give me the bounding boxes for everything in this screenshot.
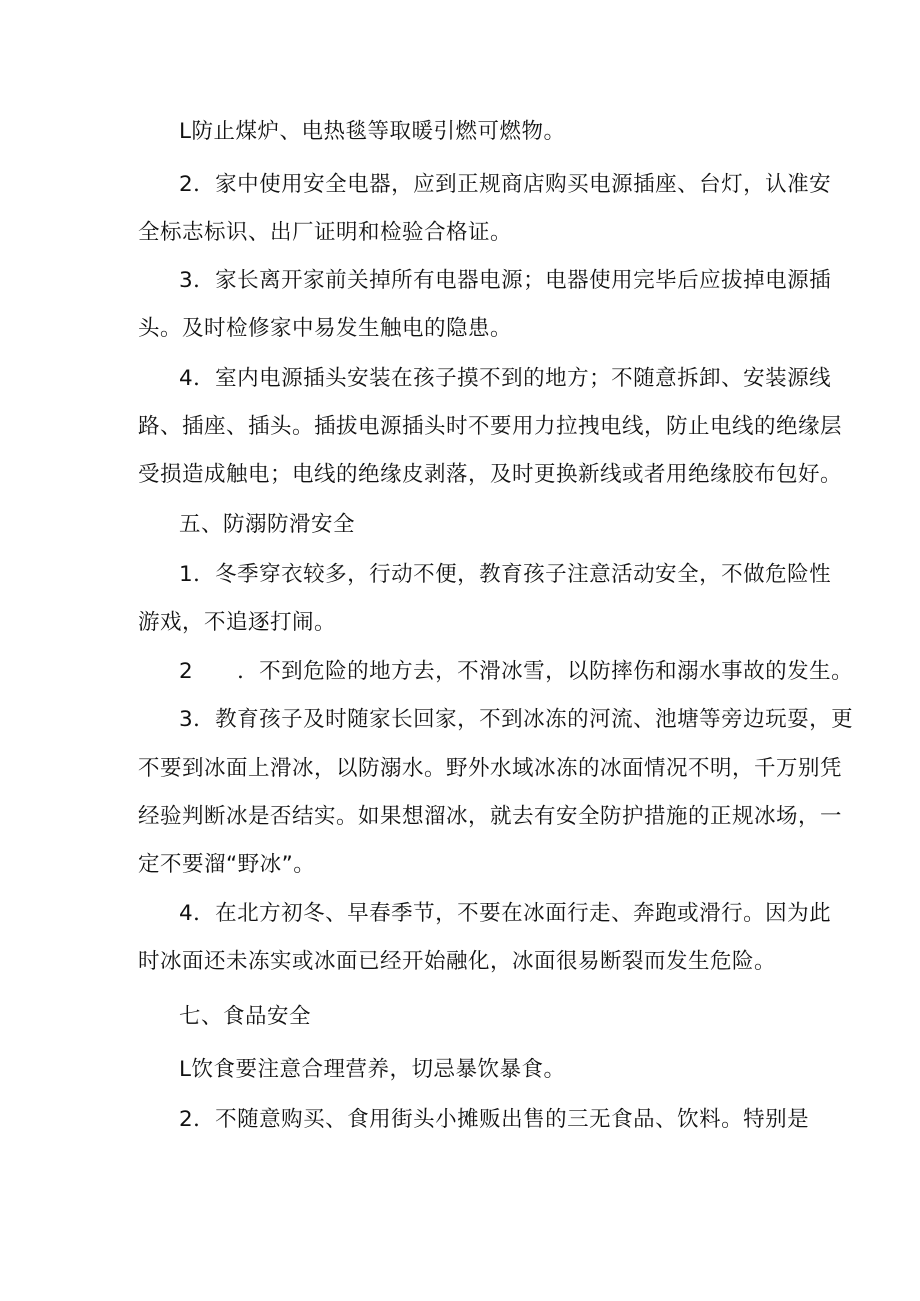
section-heading: 五、防溺防滑安全 (179, 512, 356, 537)
paragraph-line: L饮食要注意合理营养，切忌暴饮暴食。 (179, 1057, 566, 1082)
section-heading: 七、食品安全 (179, 1004, 312, 1029)
paragraph-line: 4．在北方初冬、早春季节，不要在冰面行走、奔跑或滑行。因为此 (179, 901, 832, 926)
paragraph-line: 不要到冰面上滑冰，以防溺水。野外水域冰冻的冰面情况不明，千万别凭 (138, 756, 843, 781)
paragraph-line: 2 ．不到危险的地方去，不滑冰雪，以防摔伤和溺水事故的发生。 (179, 659, 854, 684)
paragraph-line: 定不要溜“野冰”。 (138, 852, 316, 877)
paragraph-line: 3．家长离开家前关掉所有电器电源；电器使用完毕后应拔掉电源插 (179, 268, 832, 293)
paragraph-line: L防止煤炉、电热毯等取暖引燃可燃物。 (179, 119, 566, 144)
paragraph-line: 4．室内电源插头安装在孩子摸不到的地方；不随意拆卸、安装源线 (179, 366, 832, 391)
paragraph-line: 头。及时检修家中易发生触电的隐患。 (138, 316, 513, 341)
paragraph-line: 受损造成触电；电线的绝缘皮剥落，及时更换新线或者用绝缘胶布包好。 (138, 462, 843, 487)
paragraph-line: 1．冬季穿衣较多，行动不便，教育孩子注意活动安全，不做危险性 (179, 562, 832, 587)
paragraph-line: 2．不随意购买、食用街头小摊贩出售的三无食品、饮料。特别是 (179, 1107, 810, 1132)
paragraph-line: 经验判断冰是否结实。如果想溜冰，就去有安全防护措施的正规冰场，一 (138, 804, 843, 829)
paragraph-line: 时冰面还未冻实或冰面已经开始融化，冰面很易断裂而发生危险。 (138, 949, 777, 974)
paragraph-line: 3．教育孩子及时随家长回家，不到冰冻的河流、池塘等旁边玩耍，更 (179, 707, 854, 732)
paragraph-line: 2．家中使用安全电器，应到正规商店购买电源插座、台灯，认准安 (179, 172, 832, 197)
paragraph-line: 全标志标识、出厂证明和检验合格证。 (138, 220, 513, 245)
paragraph-line: 游戏，不追逐打闹。 (138, 610, 337, 635)
paragraph-line: 路、插座、插头。插拔电源插头时不要用力拉拽电线，防止电线的绝缘层 (138, 414, 843, 439)
